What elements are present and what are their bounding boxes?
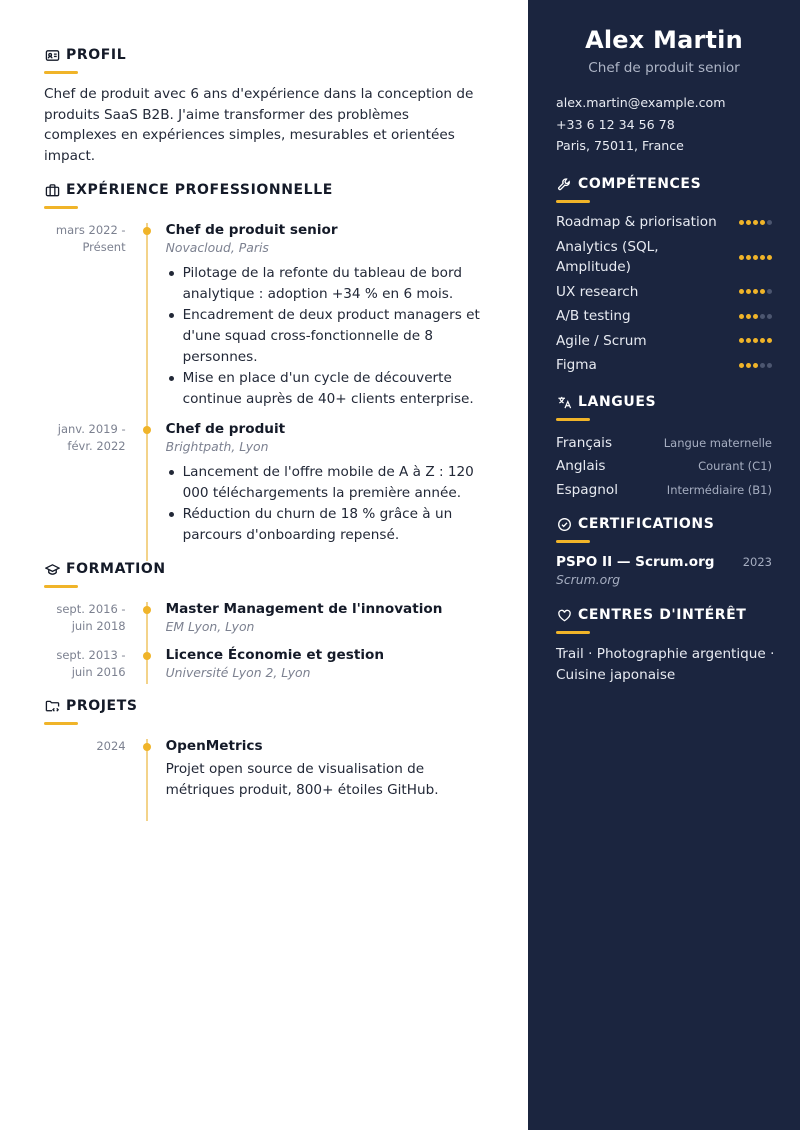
section-interets [556, 606, 775, 685]
achievement-item: Mise en place d'un cycle de découverte continue auprès de 40+ clients enterprise. [166, 368, 484, 410]
skill-item [556, 306, 772, 327]
rating-dot [767, 338, 772, 343]
accent-bar [556, 631, 590, 634]
skill-name: Analytics (SQL, Amplitude) [556, 238, 659, 275]
rating-dot [760, 314, 765, 319]
accent-bar [556, 200, 590, 203]
skill-item [556, 355, 772, 376]
skill-name: A/B testing [556, 308, 631, 324]
interests-text: Trail · Photographie argentique · Cuisine japonaise [556, 646, 775, 683]
experience-item [44, 420, 484, 546]
person-name: Alex Martin [585, 26, 743, 54]
achievements-list [166, 462, 484, 546]
section-competences [556, 175, 772, 380]
certification-year: 2023 [742, 555, 772, 569]
experience-dates: mars 2022 - Présent [55, 223, 126, 254]
section-header [556, 515, 772, 533]
contact-info [556, 92, 772, 157]
heart-icon [556, 607, 572, 623]
phone[interactable]: +33 6 12 34 56 78 [556, 116, 675, 132]
timeline-dot [143, 652, 151, 660]
rating-dot [739, 220, 744, 225]
rating-dot [767, 314, 772, 319]
profil-text: Chef de produit avec 6 ans d'expérience dans la conception de produits SaaS B2B. J'aime transformer des problèmes complexes en expériences simples, mesurables et orientées impact. [44, 86, 474, 164]
rating-dot [739, 255, 744, 260]
rating-dot [767, 363, 772, 368]
accent-bar [44, 722, 78, 725]
formation-item [44, 646, 484, 682]
rating-dot [746, 314, 751, 319]
section-title: CENTRES D'INTÉRÊT [578, 607, 747, 623]
rating-dot [753, 314, 758, 319]
language-item: Français Langue maternelle [556, 434, 772, 451]
skill-item [556, 331, 772, 352]
rating-dot [753, 255, 758, 260]
company: Novacloud, Paris [165, 240, 269, 255]
rating-dot [739, 338, 744, 343]
language-item: Anglais Courant (C1) [556, 458, 772, 475]
section-certifications [556, 515, 772, 587]
project-name: OpenMetrics [165, 738, 263, 754]
skill-rating [739, 255, 772, 260]
skill-item [556, 212, 772, 233]
section-title: COMPÉTENCES [578, 176, 702, 192]
skill-rating [739, 338, 772, 343]
section-header [44, 46, 484, 64]
rating-dot [760, 255, 765, 260]
section-profil [44, 46, 484, 166]
briefcase-icon [44, 182, 60, 198]
folder-code-icon [44, 698, 60, 714]
section-title: EXPÉRIENCE PROFESSIONNELLE [66, 182, 333, 198]
experience-dates: janv. 2019 - févr. 2022 [57, 422, 126, 453]
section-title: FORMATION [66, 561, 166, 577]
skill-rating [739, 289, 772, 294]
section-title: LANGUES [578, 394, 657, 410]
rating-dot [753, 363, 758, 368]
job-title: Chef de produit [165, 421, 286, 437]
degree: Licence Économie et gestion [165, 647, 385, 663]
accent-bar [44, 71, 78, 74]
achievement-item: Pilotage de la refonte du tableau de bord analytique : adoption +34 % en 6 mois. [166, 263, 484, 305]
rating-dot [767, 220, 772, 225]
rating-dot [746, 255, 751, 260]
formation-dates: sept. 2013 - juin 2016 [56, 648, 126, 679]
rating-dot [746, 289, 751, 294]
achievement-item: Encadrement de deux product managers et d'une squad cross-fonctionnelle de 8 personnes. [166, 305, 484, 368]
school: Université Lyon 2, Lyon [165, 665, 311, 680]
rating-dot [753, 338, 758, 343]
skill-rating [739, 314, 772, 319]
achievement-item: Réduction du churn de 18 % grâce à un parcours d'onboarding repensé. [166, 504, 484, 546]
graduation-cap-icon [44, 561, 60, 577]
rating-dot [767, 289, 772, 294]
company: Brightpath, Lyon [165, 439, 269, 454]
rating-dot [746, 363, 751, 368]
experience-timeline [44, 221, 484, 546]
skill-rating [739, 363, 772, 368]
wrench-icon [556, 176, 572, 192]
section-header [556, 175, 772, 193]
job-headline: Chef de produit senior [588, 60, 740, 76]
accent-bar [44, 585, 78, 588]
rating-dot [739, 289, 744, 294]
project-date: 2024 [96, 739, 126, 753]
accent-bar [44, 206, 78, 209]
certification-name: PSPO II — Scrum.org [556, 554, 715, 570]
rating-dot [746, 220, 751, 225]
rating-dot [760, 338, 765, 343]
formation-timeline [44, 600, 484, 682]
rating-dot [767, 255, 772, 260]
formation-item [44, 600, 484, 636]
section-experience [44, 181, 484, 546]
section-projets [44, 697, 484, 801]
id-card-icon [44, 47, 60, 63]
language-item: Espagnol Intermédiaire (B1) [556, 481, 772, 498]
email[interactable]: alex.martin@example.com [556, 95, 726, 110]
skill-rating [739, 220, 772, 225]
certification-issuer: Scrum.org [556, 572, 621, 587]
certification-item [556, 554, 772, 587]
section-header [44, 697, 484, 715]
section-header [44, 181, 484, 199]
rating-dot [760, 363, 765, 368]
rating-dot [753, 220, 758, 225]
skill-name: Agile / Scrum [556, 332, 647, 349]
section-title: CERTIFICATIONS [578, 516, 715, 532]
timeline-dot [143, 743, 151, 751]
section-langues [556, 393, 772, 502]
project-description: Projet open source de visualisation de métriques produit, 800+ étoiles GitHub. [165, 761, 439, 798]
rating-dot [739, 314, 744, 319]
timeline-dot [143, 426, 151, 434]
languages-list [556, 431, 772, 502]
section-title: PROJETS [66, 698, 138, 714]
skills-list [556, 212, 772, 376]
rating-dot [753, 289, 758, 294]
projets-timeline [44, 737, 484, 801]
section-header [556, 606, 772, 624]
experience-item [44, 221, 484, 410]
timeline-dot [143, 606, 151, 614]
job-title: Chef de produit senior [165, 222, 338, 238]
timeline-dot [143, 227, 151, 235]
rating-dot [746, 338, 751, 343]
accent-bar [556, 540, 590, 543]
section-header [44, 560, 484, 578]
achievements-list [166, 263, 484, 410]
skill-item [556, 282, 772, 303]
school: EM Lyon, Lyon [165, 619, 255, 634]
accent-bar [556, 418, 590, 421]
achievement-item: Lancement de l'offre mobile de A à Z : 120 000 téléchargements la première année. [166, 462, 484, 504]
rating-dot [760, 220, 765, 225]
section-title: PROFIL [66, 47, 127, 63]
location: Paris, 75011, France [556, 138, 684, 153]
skill-name: UX research [556, 283, 639, 300]
section-header [556, 393, 772, 411]
badge-check-icon [556, 516, 572, 532]
skill-item [556, 237, 772, 278]
translate-icon [556, 394, 572, 410]
rating-dot [760, 289, 765, 294]
formation-dates: sept. 2016 - juin 2018 [56, 602, 126, 633]
section-formation [44, 560, 484, 682]
skill-name: Roadmap & priorisation [556, 214, 717, 230]
rating-dot [739, 363, 744, 368]
project-item [44, 737, 484, 801]
skill-name: Figma [556, 357, 597, 373]
degree: Master Management de l'innovation [165, 601, 443, 617]
